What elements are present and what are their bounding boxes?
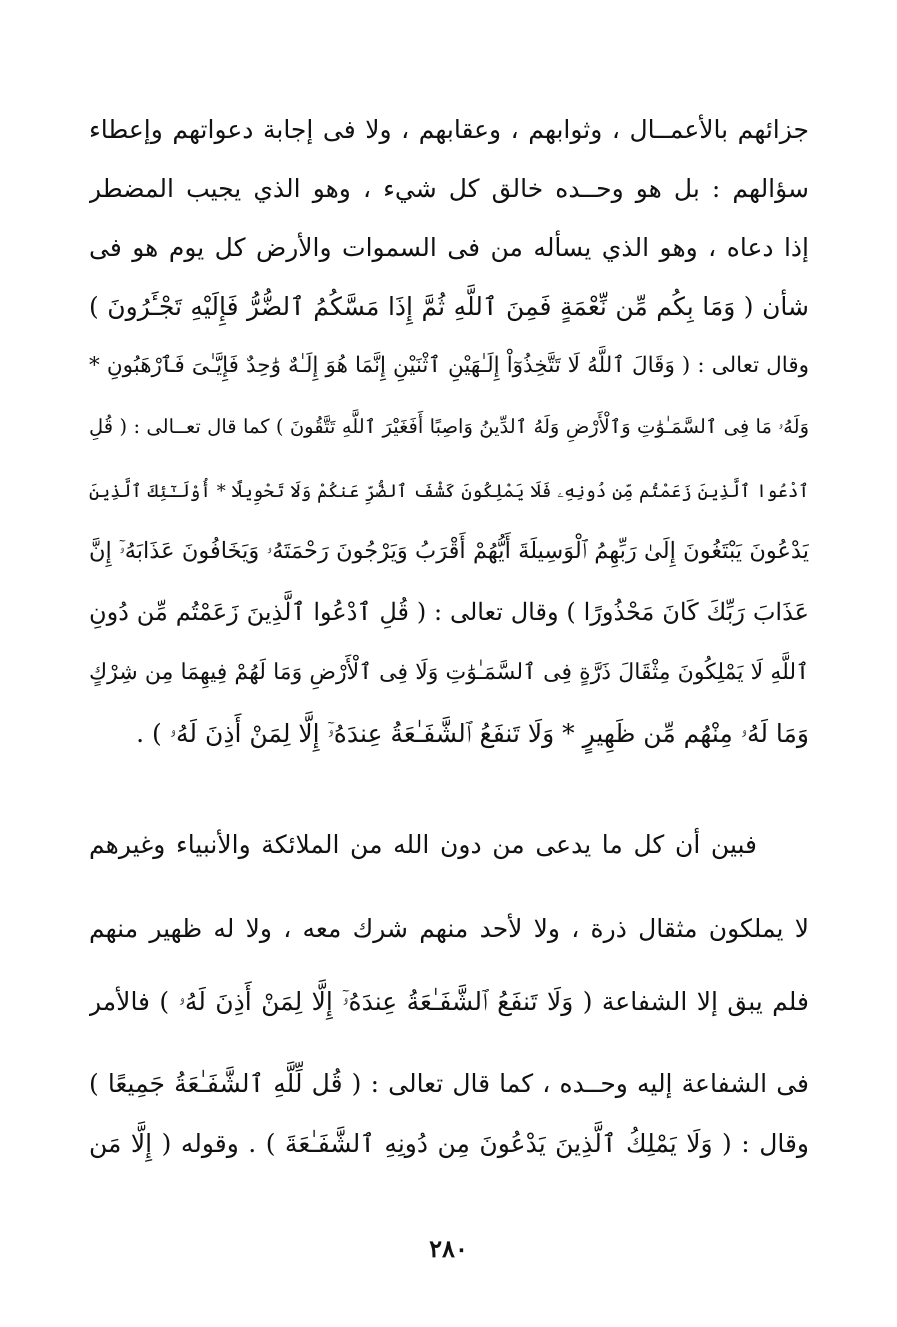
text-line: فى الشفاعة إليه وحــده ، كما قال تعالى : ( قُل لِّلَّهِ ٱلشَّفَـٰعَةُ جَمِيعًا ) (89, 1069, 809, 1098)
quran-verse-line: وَلَهُۥ مَا فِى ٱلسَّمَـٰوَٰتِ وَٱلْأَرْضِ وَلَهُ ٱلدِّينُ وَاصِبًا أَفَغَيْرَ ٱللَّهِ تَتَّقُونَ ) كما قال تعــالى : ( قُلِ (89, 415, 809, 438)
page-number: ٢٨٠ (429, 1234, 468, 1263)
text-line: وقال : ( وَلَا يَمْلِكُ ٱلَّذِينَ يَدْعُونَ مِن دُونِهِ ٱلشَّفَـٰعَةَ ) . وقوله ( إِلَّا مَن (89, 1129, 809, 1158)
quran-verse-line: ٱللَّهِ لَا يَمْلِكُونَ مِثْقَالَ ذَرَّةٍ فِى ٱلسَّمَـٰوَٰتِ وَلَا فِى ٱلْأَرْضِ وَمَا لَهُمْ فِيهِمَا مِن شِرْكٍ (89, 660, 809, 685)
quran-verse-line: وَمَا لَهُۥ مِنْهُم مِّن ظَهِيرٍ * وَلَا تَنفَعُ ٱلشَّفَـٰعَةُ عِندَهُۥٓ إِلَّا لِمَنْ أَذِنَ لَهُۥ ) . (136, 719, 809, 748)
quran-verse-line: وقال تعالى : ( وَقَالَ ٱللَّهُ لَا تَتَّخِذُوٓاْ إِلَـٰهَيْنِ ٱثْنَيْنِ إِنَّمَا هُوَ إِلَـٰهٌ وَٰحِدٌ فَإِيَّـٰىَ فَٱرْهَبُونِ * (89, 353, 809, 378)
quran-verse-line: عَذَابَ رَبِّكَ كَانَ مَحْذُورًا ) وقال تعالى : ( قُلِ ٱدْعُوا ٱلَّذِينَ زَعَمْتُم مِّن دُونِ (89, 598, 809, 626)
text-line: إذا دعاه ، وهو الذي يسأله من فى السموات والأرض كل يوم هو فى (89, 233, 809, 262)
text-line: لا يملكون مثقال ذرة ، ولا لأحد منهم شرك معه ، ولا له ظهير منهم (89, 914, 809, 943)
quran-verse-line: شأن ( وَمَا بِكُم مِّن نِّعْمَةٍ فَمِنَ ٱللَّهِ ثُمَّ إِذَا مَسَّكُمُ ٱلضُّرُّ فَإِلَيْهِ تَجْـَٔرُونَ ) (89, 292, 809, 321)
quran-verse-line: ٱدْعُوا ٱلَّذِينَ زَعَمْتُم مِّن دُونِهِۦ فَلَا يَمْلِكُونَ كَشْفَ ٱلضُّرِّ عَنكُمْ وَلَا تَحْوِيلًا * أُوْلَـٰٓئِكَ ٱلَّذِينَ (89, 481, 809, 502)
text-line: فلم يبق إلا الشفاعة ( وَلَا تَنفَعُ ٱلشَّفَـٰعَةُ عِندَهُۥٓ إِلَّا لِمَنْ أَذِنَ لَهُۥ ) فالأمر (89, 987, 809, 1016)
paragraph-first-line: فبين أن كل ما يدعى من دون الله من الملائكة والأنبياء وغيرهم (89, 830, 757, 859)
quran-verse-line: يَدْعُونَ يَبْتَغُونَ إِلَىٰ رَبِّهِمُ ٱلْوَسِيلَةَ أَيُّهُمْ أَقْرَبُ وَيَرْجُونَ رَحْمَتَهُۥ وَيَخَافُونَ عَذَابَهُۥٓ إِنَّ (89, 538, 809, 564)
text-line: سؤالهم : بل هو وحــده خالق كل شيء ، وهو الذي يجيب المضطر (89, 174, 809, 203)
text-line: جزائهم بالأعمــال ، وثوابهم ، وعقابهم ، ولا فى إجابة دعواتهم وإعطاء (89, 115, 809, 144)
